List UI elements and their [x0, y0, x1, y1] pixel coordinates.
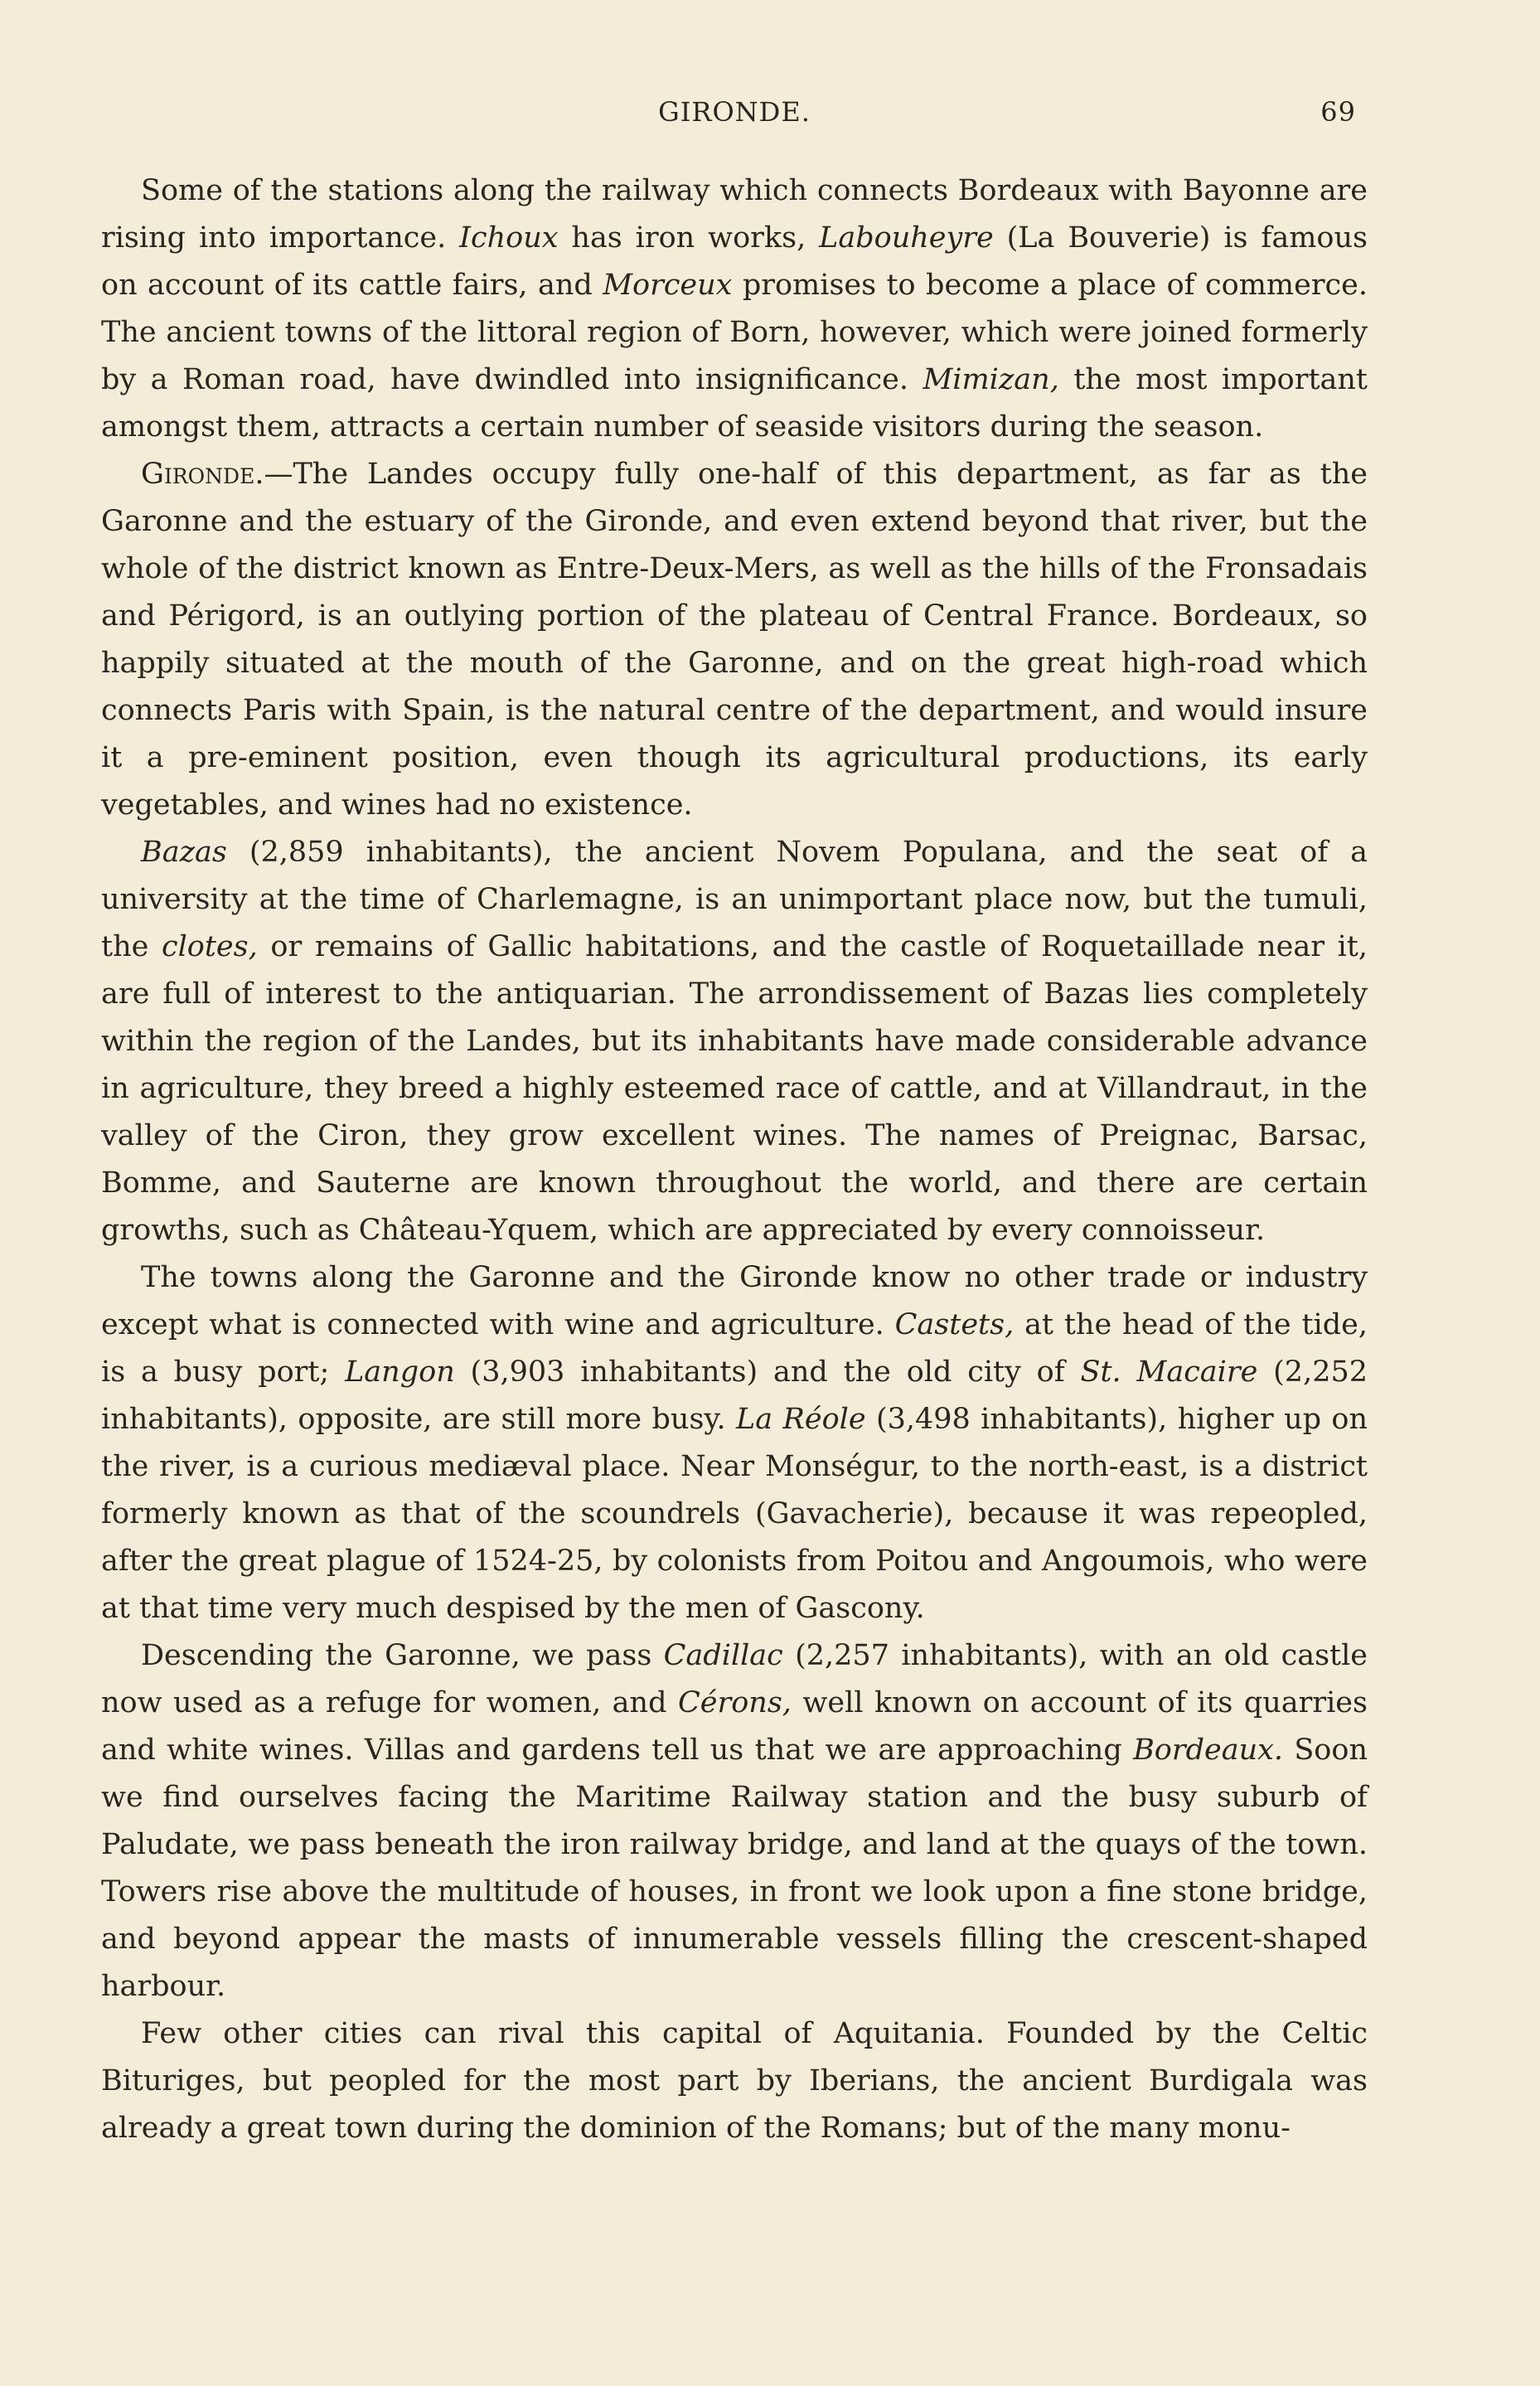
text-run: (2,257 inhabitants), with an old castle now used as a refuge for women, and: [101, 1639, 1368, 1719]
paragraph: [101, 167, 1368, 451]
text-run: or remains of Gallic habitations, and the castle of Roquetaillade near it, are full of interest to the antiquarian. The arrondissement of Bazas lies completely within the region of the Landes, but its inhabitants have made considerable advance in agriculture, they breed a highly esteemed race of cattle, and at Villandraut, in the valley of the Ciron, they grow excellent wines. The names of Preignac, Barsac, Bomme, and Sauterne are known throughout the world, and there are certain growths, such as Château-Yquem, which are appreciated by every connoisseur.: [101, 930, 1368, 1247]
italic-place-name: Cadillac: [663, 1639, 783, 1672]
paragraph: [101, 2010, 1368, 2152]
running-head: GIRONDE.: [658, 96, 811, 128]
text-run: (3,903 inhabitants) and the old city of: [454, 1355, 1081, 1389]
italic-place-name: Castets,: [894, 1308, 1015, 1341]
page-header: [101, 91, 1368, 133]
italic-place-name: Cérons,: [677, 1686, 792, 1719]
paragraph: [101, 1254, 1368, 1632]
text-run: has iron works,: [558, 221, 820, 255]
text-run: Soon we find ourselves facing the Maritime Railway station and the busy suburb of Paludate, we pass beneath the iron railway bridge, and land at the quays of the town. Towers rise above the multitude of houses, in front we look upon a fine stone bridge, and beyond appear the masts of innumerable vessels filling the crescent-shaped harbour.: [101, 1734, 1368, 2003]
book-page: [101, 91, 1368, 2330]
text-run: well known on account of its quarries and white wines. Villas and gardens tell us that we are approaching: [101, 1686, 1368, 1767]
text-run: at the head of the tide, is a busy port;: [101, 1308, 1368, 1389]
italic-place-name: Labouheyre: [819, 221, 994, 255]
text-run: Few other cities can rival this capital of Aquitania. Founded by the Celtic Bituriges, but peopled for the most part by Iberians, the ancient Burdigala was already a great town during the dominion of the Romans; but of the many monu-: [101, 2017, 1368, 2145]
italic-place-name: Bazas: [141, 836, 227, 869]
text-run: (2,252 inhabitants), opposite, are still more busy.: [101, 1355, 1368, 1436]
text-run: Some of the stations along the railway which connects Bordeaux with Bayonne are rising into importance.: [101, 174, 1368, 255]
italic-place-name: clotes,: [161, 930, 258, 963]
italic-place-name: Langon: [345, 1355, 455, 1389]
text-run: The towns along the Garonne and the Gironde know no other trade or industry except what is connected with wine and agriculture.: [101, 1261, 1368, 1341]
page-number: 69: [1320, 96, 1356, 128]
italic-place-name: Mimizan,: [923, 363, 1059, 396]
italic-place-name: La Réole: [736, 1403, 866, 1436]
text-run: (2,859 inhabitants), the ancient Novem Populana, and the seat of a university at the time of Charlemagne, is an unimportant place now, but the tumuli, the: [101, 836, 1368, 963]
paragraph: [101, 451, 1368, 829]
italic-place-name: Bordeaux.: [1133, 1734, 1283, 1767]
body-text: [101, 167, 1368, 2152]
italic-place-name: Ichoux: [459, 221, 559, 255]
text-run: Descending the Garonne, we pass: [141, 1639, 664, 1672]
paragraph: [101, 829, 1368, 1254]
italic-place-name: Morceux: [603, 269, 733, 302]
text-run: promises to become a place of commerce. The ancient towns of the littoral region of Born, however, which were joined formerly by a Roman road, have dwindled into insignificance.: [101, 269, 1368, 396]
text-run: (La Bouverie) is famous on account of its cattle fairs, and: [101, 221, 1368, 302]
text-run: (3,498 inhabitants), higher up on the river, is a curious mediæval place. Near Monségur, to the north-east, is a district formerly known as that of the scoundrels (Gavacherie), because it was repeopled, after the great plague of 1524-25, by colonists from Poitou and Angoumois, who were at that time very much despised by the men of Gascony.: [101, 1403, 1368, 1625]
text-run: —The Landes occupy fully one-half of this department, as far as the Garonne and the estuary of the Gironde, and even extend beyond that river, but the whole of the district known as Entre-Deux-Mers, as well as the hills of the Fronsadais and Périgord, is an outlying portion of the plateau of Central France. Bordeaux, so happily situated at the mouth of the Garonne, and on the great high-road which connects Paris with Spain, is the natural centre of the department, and would insure it a pre-eminent position, even though its agricultural productions, its early vegetables, and wines had no existence.: [101, 458, 1368, 822]
text-run: the most important amongst them, attracts a certain number of seaside visitors during the season.: [101, 363, 1368, 444]
section-heading: Gironde.: [141, 458, 264, 491]
italic-place-name: St. Macaire: [1080, 1355, 1258, 1389]
paragraph: [101, 1632, 1368, 2010]
